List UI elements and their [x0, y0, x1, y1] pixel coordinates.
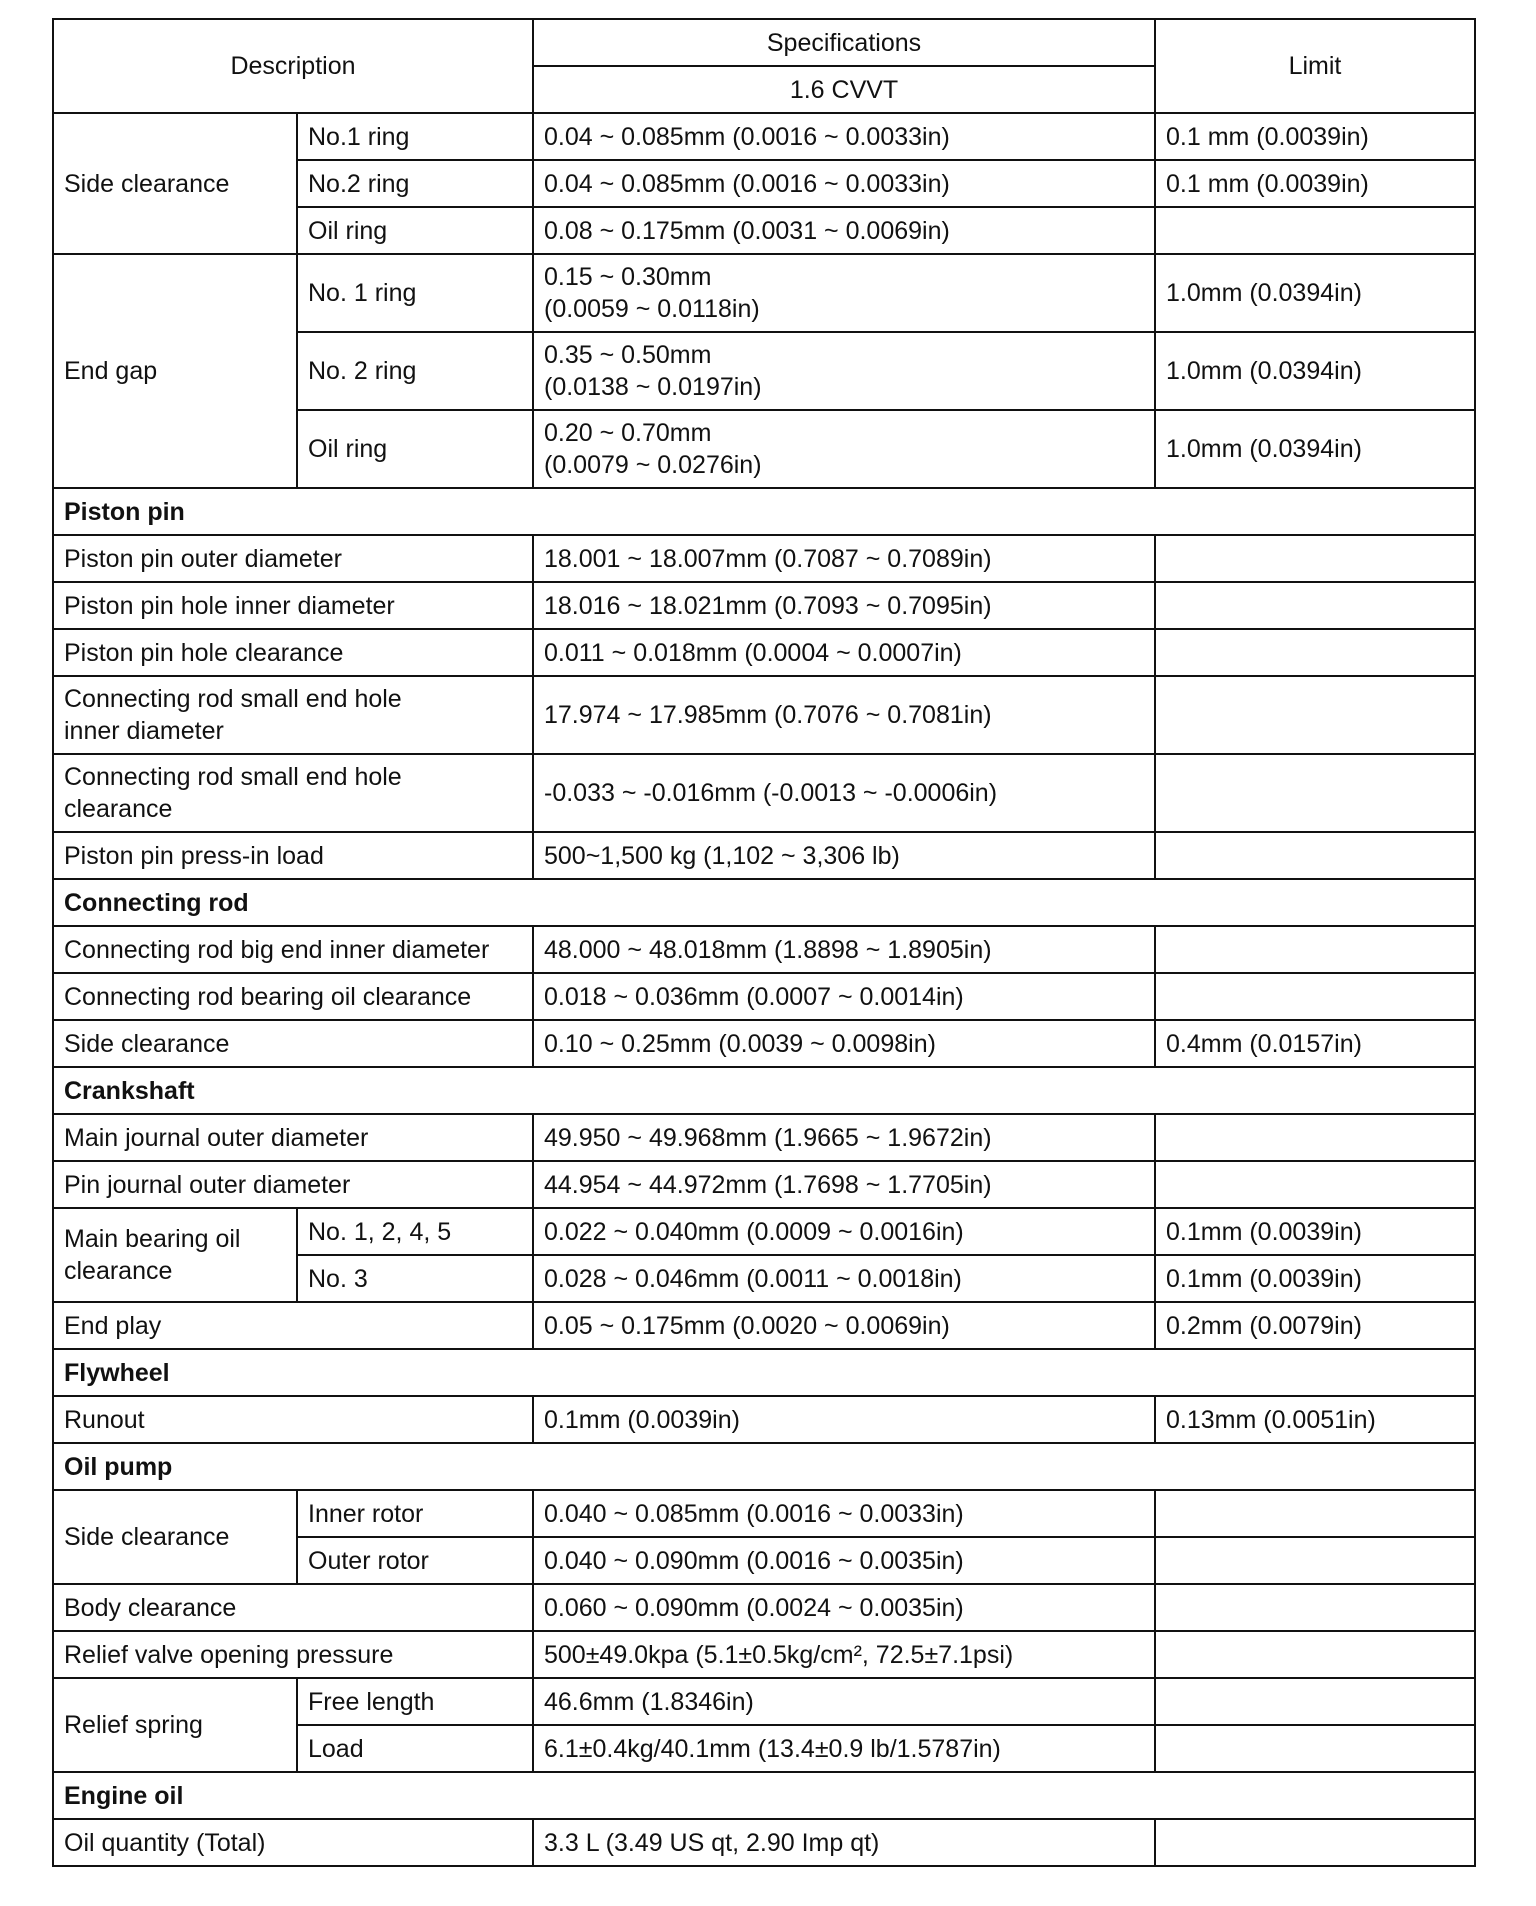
- row-limit: [1155, 535, 1475, 582]
- desc-line: Connecting rod small end hole: [64, 763, 402, 791]
- row-limit: [1155, 1537, 1475, 1584]
- relief-spring-label: Relief spring: [53, 1678, 297, 1772]
- table-row: [53, 1114, 1475, 1161]
- row-desc: Piston pin press-in load: [53, 832, 533, 879]
- desc-line: clearance: [64, 795, 173, 823]
- row-spec: [533, 254, 1155, 332]
- row-desc: Piston pin hole inner diameter: [53, 582, 533, 629]
- row-desc: Side clearance: [53, 1020, 533, 1067]
- ring-side-clearance-label: Side clearance: [53, 113, 297, 254]
- row-spec: 0.08 ~ 0.175mm (0.0031 ~ 0.0069in): [533, 207, 1155, 254]
- row-spec: 0.10 ~ 0.25mm (0.0039 ~ 0.0098in): [533, 1020, 1155, 1067]
- row-sub: No.2 ring: [297, 160, 533, 207]
- row-spec: 0.011 ~ 0.018mm (0.0004 ~ 0.0007in): [533, 629, 1155, 676]
- row-limit: [1155, 207, 1475, 254]
- section-row: [53, 488, 1475, 535]
- row-sub: No. 1, 2, 4, 5: [297, 1208, 533, 1255]
- row-spec: 0.04 ~ 0.085mm (0.0016 ~ 0.0033in): [533, 113, 1155, 160]
- table-row: [53, 1161, 1475, 1208]
- table-row: [53, 676, 1475, 754]
- pump-side-clearance-label: Side clearance: [53, 1490, 297, 1584]
- end-gap-label: End gap: [53, 254, 297, 488]
- row-limit: 0.1mm (0.0039in): [1155, 1208, 1475, 1255]
- row-limit: 0.13mm (0.0051in): [1155, 1396, 1475, 1443]
- table-row: [53, 1678, 1475, 1725]
- row-spec: 48.000 ~ 48.018mm (1.8898 ~ 1.8905in): [533, 926, 1155, 973]
- spec-line: 0.35 ~ 0.50mm: [544, 341, 712, 369]
- spec-line: (0.0059 ~ 0.0118in): [544, 295, 760, 323]
- row-spec: 6.1±0.4kg/40.1mm (13.4±0.9 lb/1.5787in): [533, 1725, 1155, 1772]
- row-spec: -0.033 ~ -0.016mm (-0.0013 ~ -0.0006in): [533, 754, 1155, 832]
- table-row: [53, 1490, 1475, 1537]
- table-row: [53, 254, 1475, 332]
- header-model: 1.6 CVVT: [533, 66, 1155, 113]
- row-sub: No. 1 ring: [297, 254, 533, 332]
- row-desc: Main journal outer diameter: [53, 1114, 533, 1161]
- section-connecting-rod: Connecting rod: [53, 879, 1475, 926]
- row-limit: [1155, 582, 1475, 629]
- header-row: [53, 19, 1475, 66]
- row-desc: Piston pin hole clearance: [53, 629, 533, 676]
- row-spec: 0.022 ~ 0.040mm (0.0009 ~ 0.0016in): [533, 1208, 1155, 1255]
- section-flywheel: Flywheel: [53, 1349, 1475, 1396]
- table-row: [53, 535, 1475, 582]
- row-spec: 17.974 ~ 17.985mm (0.7076 ~ 0.7081in): [533, 676, 1155, 754]
- row-limit: 0.1 mm (0.0039in): [1155, 113, 1475, 160]
- spec-line: (0.0079 ~ 0.0276in): [544, 451, 762, 479]
- table-row: [53, 832, 1475, 879]
- spec-line: 0.15 ~ 0.30mm: [544, 263, 712, 291]
- row-limit: [1155, 754, 1475, 832]
- table-row: [53, 754, 1475, 832]
- header-limit: Limit: [1155, 19, 1475, 113]
- row-spec: 44.954 ~ 44.972mm (1.7698 ~ 1.7705in): [533, 1161, 1155, 1208]
- row-limit: [1155, 1161, 1475, 1208]
- spec-table: [52, 18, 1476, 1867]
- table-row: [53, 1396, 1475, 1443]
- header-description: Description: [53, 19, 533, 113]
- desc-line: inner diameter: [64, 717, 224, 745]
- section-piston-pin: Piston pin: [53, 488, 1475, 535]
- row-limit: 1.0mm (0.0394in): [1155, 254, 1475, 332]
- section-row: [53, 1443, 1475, 1490]
- desc-line: clearance: [64, 1257, 173, 1285]
- row-sub: Oil ring: [297, 207, 533, 254]
- row-spec: 0.028 ~ 0.046mm (0.0011 ~ 0.0018in): [533, 1255, 1155, 1302]
- row-limit: [1155, 973, 1475, 1020]
- row-desc: [53, 754, 533, 832]
- row-spec: 0.040 ~ 0.090mm (0.0016 ~ 0.0035in): [533, 1537, 1155, 1584]
- table-row: [53, 629, 1475, 676]
- row-sub: Inner rotor: [297, 1490, 533, 1537]
- row-sub: Free length: [297, 1678, 533, 1725]
- row-desc: Pin journal outer diameter: [53, 1161, 533, 1208]
- row-spec: 3.3 L (3.49 US qt, 2.90 Imp qt): [533, 1819, 1155, 1866]
- row-limit: [1155, 1490, 1475, 1537]
- spec-line: (0.0138 ~ 0.0197in): [544, 373, 762, 401]
- row-limit: 0.1 mm (0.0039in): [1155, 160, 1475, 207]
- row-desc: Oil quantity (Total): [53, 1819, 533, 1866]
- row-limit: [1155, 1819, 1475, 1866]
- section-row: [53, 1772, 1475, 1819]
- row-limit: [1155, 676, 1475, 754]
- row-desc: Piston pin outer diameter: [53, 535, 533, 582]
- row-sub: No. 2 ring: [297, 332, 533, 410]
- row-spec: 0.1mm (0.0039in): [533, 1396, 1155, 1443]
- row-sub: Load: [297, 1725, 533, 1772]
- row-desc: Connecting rod bearing oil clearance: [53, 973, 533, 1020]
- section-row: [53, 1349, 1475, 1396]
- row-limit: 1.0mm (0.0394in): [1155, 332, 1475, 410]
- row-limit: 0.2mm (0.0079in): [1155, 1302, 1475, 1349]
- section-row: [53, 1067, 1475, 1114]
- section-oil-pump: Oil pump: [53, 1443, 1475, 1490]
- row-desc: Body clearance: [53, 1584, 533, 1631]
- section-engine-oil: Engine oil: [53, 1772, 1475, 1819]
- row-sub: Outer rotor: [297, 1537, 533, 1584]
- row-spec: 0.05 ~ 0.175mm (0.0020 ~ 0.0069in): [533, 1302, 1155, 1349]
- row-sub: Oil ring: [297, 410, 533, 488]
- row-limit: [1155, 629, 1475, 676]
- table-row: [53, 1020, 1475, 1067]
- row-limit: 0.4mm (0.0157in): [1155, 1020, 1475, 1067]
- table-row: [53, 1631, 1475, 1678]
- main-bearing-label: [53, 1208, 297, 1302]
- row-desc: Connecting rod big end inner diameter: [53, 926, 533, 973]
- desc-line: Connecting rod small end hole: [64, 685, 402, 713]
- row-spec: 500±49.0kpa (5.1±0.5kg/cm², 72.5±7.1psi): [533, 1631, 1155, 1678]
- row-limit: [1155, 832, 1475, 879]
- section-crankshaft: Crankshaft: [53, 1067, 1475, 1114]
- table-row: [53, 1208, 1475, 1255]
- row-limit: 1.0mm (0.0394in): [1155, 410, 1475, 488]
- row-limit: [1155, 1678, 1475, 1725]
- row-limit: [1155, 1114, 1475, 1161]
- table-row: [53, 1302, 1475, 1349]
- row-sub: No.1 ring: [297, 113, 533, 160]
- row-desc: Runout: [53, 1396, 533, 1443]
- row-spec: 500~1,500 kg (1,102 ~ 3,306 lb): [533, 832, 1155, 879]
- row-spec: 18.016 ~ 18.021mm (0.7093 ~ 0.7095in): [533, 582, 1155, 629]
- row-desc: Relief valve opening pressure: [53, 1631, 533, 1678]
- row-spec: 46.6mm (1.8346in): [533, 1678, 1155, 1725]
- row-sub: No. 3: [297, 1255, 533, 1302]
- row-spec: 0.040 ~ 0.085mm (0.0016 ~ 0.0033in): [533, 1490, 1155, 1537]
- row-spec: 49.950 ~ 49.968mm (1.9665 ~ 1.9672in): [533, 1114, 1155, 1161]
- row-spec: 0.04 ~ 0.085mm (0.0016 ~ 0.0033in): [533, 160, 1155, 207]
- table-row: [53, 113, 1475, 160]
- spec-line: 0.20 ~ 0.70mm: [544, 419, 712, 447]
- table-row: [53, 582, 1475, 629]
- row-spec: [533, 332, 1155, 410]
- row-limit: [1155, 1631, 1475, 1678]
- table-row: [53, 926, 1475, 973]
- row-limit: [1155, 1584, 1475, 1631]
- section-row: [53, 879, 1475, 926]
- desc-line: Main bearing oil: [64, 1225, 241, 1253]
- row-spec: 0.018 ~ 0.036mm (0.0007 ~ 0.0014in): [533, 973, 1155, 1020]
- table-row: [53, 1819, 1475, 1866]
- table-row: [53, 973, 1475, 1020]
- row-limit: 0.1mm (0.0039in): [1155, 1255, 1475, 1302]
- row-spec: 18.001 ~ 18.007mm (0.7087 ~ 0.7089in): [533, 535, 1155, 582]
- row-desc: End play: [53, 1302, 533, 1349]
- row-spec: [533, 410, 1155, 488]
- header-specifications: Specifications: [533, 19, 1155, 66]
- table-row: [53, 1584, 1475, 1631]
- row-spec: 0.060 ~ 0.090mm (0.0024 ~ 0.0035in): [533, 1584, 1155, 1631]
- row-limit: [1155, 926, 1475, 973]
- row-desc: [53, 676, 533, 754]
- row-limit: [1155, 1725, 1475, 1772]
